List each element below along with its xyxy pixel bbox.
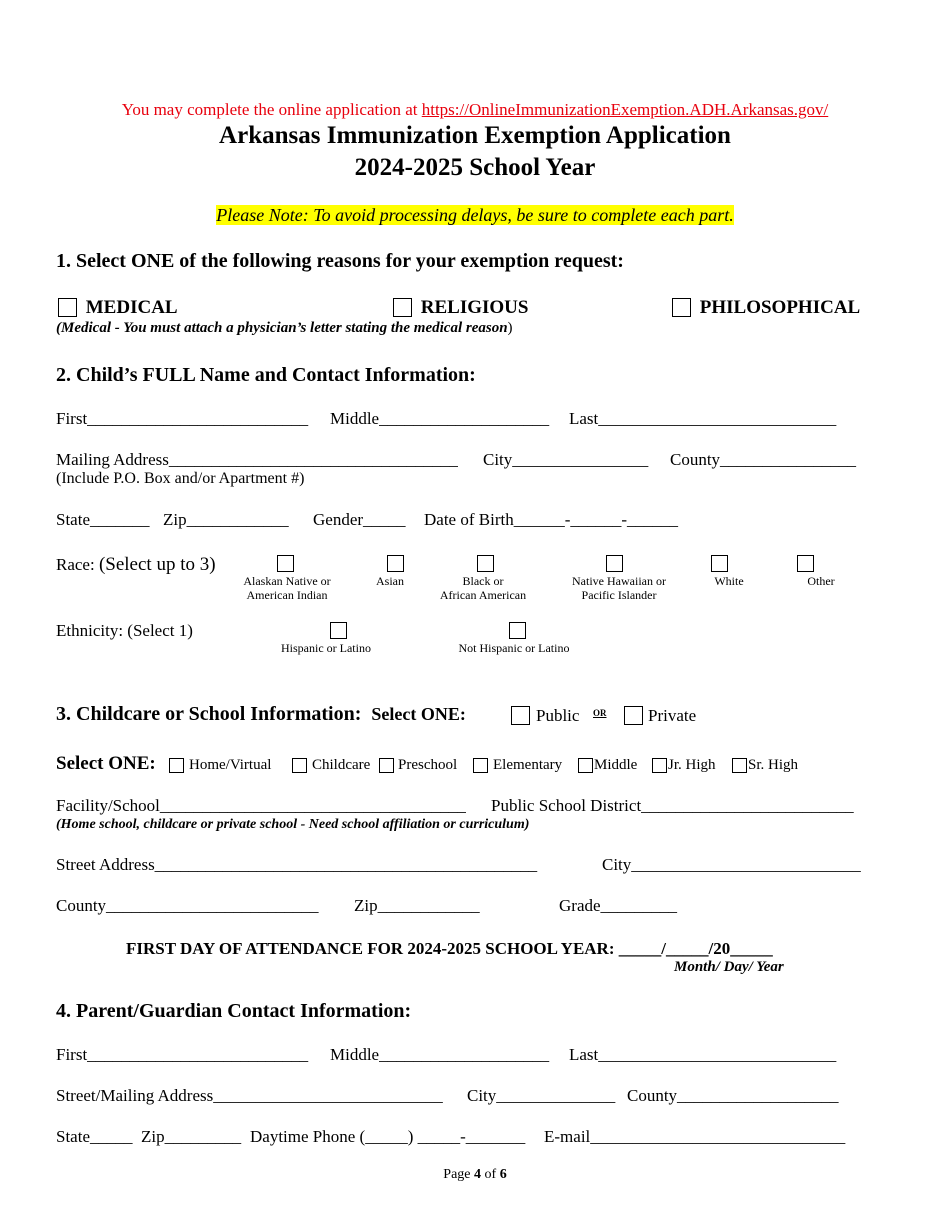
race-checkbox-alaskan[interactable]: [277, 555, 294, 572]
ethnicity-hispanic-label: Hispanic or Latino: [281, 641, 371, 655]
private-label: Private: [648, 706, 697, 725]
level-label-elementary: Elementary: [493, 757, 563, 773]
section1-heading: 1. Select ONE of the following reasons for your exemption request:: [56, 250, 624, 272]
child-dob-field[interactable]: Date of Birth______-______-______: [424, 510, 679, 529]
level-checkbox-childcare[interactable]: [292, 758, 307, 773]
level-checkbox-jr-high[interactable]: [652, 758, 667, 773]
ethnicity-checkbox-not-hispanic[interactable]: [509, 622, 526, 639]
school-grade-field[interactable]: Grade_________: [559, 896, 678, 915]
race-other-l1: Other: [807, 574, 835, 588]
mailing-note: (Include P.O. Box and/or Apartment #): [56, 470, 305, 487]
parent-street-field[interactable]: Street/Mailing Address___________________________: [56, 1086, 443, 1105]
page-number: [0, 1167, 950, 1183]
race-hawaiian-l2: Pacific Islander: [581, 588, 657, 602]
child-zip-field[interactable]: Zip____________: [163, 510, 289, 529]
race-asian-l1: Asian: [376, 574, 404, 588]
medical-option[interactable]: [58, 296, 178, 319]
medical-note: [56, 320, 513, 337]
page-total: 6: [499, 1167, 507, 1182]
parent-state-field[interactable]: State_____: [56, 1127, 133, 1146]
processing-note: Please Note: To avoid processing delays, be sure to complete each part.: [216, 205, 734, 225]
child-gender-field[interactable]: Gender_____: [313, 510, 406, 529]
medical-note-text: (Medical - You must attach a physician’s letter stating the medical reason: [56, 320, 508, 336]
race-black-l1: Black or: [462, 574, 504, 588]
public-checkbox[interactable]: [511, 706, 530, 725]
school-zip-field[interactable]: Zip____________: [354, 896, 480, 915]
race-label-white: [699, 574, 759, 588]
level-checkbox-middle[interactable]: [578, 758, 593, 773]
school-street-field[interactable]: Street Address_____________________________________________: [56, 855, 538, 874]
level-label-sr-high: Sr. High: [748, 757, 799, 773]
philosophical-label: PHILOSOPHICAL: [699, 296, 861, 318]
form-subtitle: 2024-2025 School Year: [354, 154, 596, 181]
page-current: 4: [474, 1167, 482, 1182]
medical-checkbox[interactable]: [58, 298, 77, 317]
note-line: [0, 205, 950, 226]
form-title: Arkansas Immunization Exemption Application: [219, 122, 731, 149]
child-city-field[interactable]: City________________: [483, 450, 649, 469]
section3-heading-line: [56, 703, 466, 726]
religious-option[interactable]: [393, 296, 528, 319]
ethnicity-not-hispanic-label: Not Hispanic or Latino: [458, 641, 570, 655]
race-checkbox-white[interactable]: [711, 555, 728, 572]
race-label-hawaiian: [559, 574, 679, 602]
race-checkbox-other[interactable]: [797, 555, 814, 572]
public-label: Public: [536, 706, 580, 725]
race-label-other: [791, 574, 851, 588]
facility-note: (Home school, childcare or private school - Need school affiliation or curriculum): [56, 817, 530, 832]
facility-field[interactable]: Facility/School____________________________________: [56, 796, 466, 815]
school-district-field[interactable]: Public School District_________________________: [491, 796, 854, 815]
child-middle-field[interactable]: Middle____________________: [330, 409, 550, 428]
section3-heading: 3. Childcare or School Information:: [56, 703, 362, 725]
section4-heading: 4. Parent/Guardian Contact Information:: [56, 1000, 412, 1022]
race-alaskan-l2: American Indian: [246, 588, 328, 602]
online-application-line: [0, 100, 950, 120]
ethnicity-checkbox-hispanic[interactable]: [330, 622, 347, 639]
level-label-preschool: Preschool: [398, 757, 458, 773]
race-checkbox-hawaiian[interactable]: [606, 555, 623, 572]
level-checkbox-home-virtual[interactable]: [169, 758, 184, 773]
race-alaskan-l1: Alaskan Native or: [243, 574, 331, 588]
parent-city-field[interactable]: City______________: [467, 1086, 616, 1105]
level-label-middle: Middle: [594, 757, 638, 773]
race-checkbox-asian[interactable]: [387, 555, 404, 572]
child-first-field[interactable]: First__________________________: [56, 409, 309, 428]
level-label-childcare: Childcare: [312, 757, 371, 773]
religious-label: RELIGIOUS: [420, 296, 529, 318]
parent-middle-field[interactable]: Middle____________________: [330, 1045, 550, 1064]
race-label: Race:: [56, 555, 95, 574]
online-url-link[interactable]: https://OnlineImmunizationExemption.ADH.Arkansas.gov/: [421, 100, 829, 119]
page-prefix: Page: [443, 1167, 475, 1182]
child-last-field[interactable]: Last____________________________: [569, 409, 837, 428]
private-checkbox[interactable]: [624, 706, 643, 725]
race-label-alaskan: [227, 574, 347, 602]
first-day-field[interactable]: FIRST DAY OF ATTENDANCE FOR 2024-2025 SCHOOL YEAR: _____/_____/20_____: [126, 939, 773, 958]
race-label-asian: [360, 574, 420, 588]
race-select-hint: (Select up to 3): [98, 554, 216, 575]
level-checkbox-preschool[interactable]: [379, 758, 394, 773]
medical-note-close: ): [507, 320, 513, 336]
level-label-jr-high: Jr. High: [668, 757, 716, 773]
philosophical-option[interactable]: [672, 296, 860, 319]
or-label: OR: [593, 708, 607, 718]
ethnicity-label: Ethnicity: (Select 1): [56, 621, 193, 640]
school-county-field[interactable]: County_________________________: [56, 896, 319, 915]
level-select-one: Select ONE:: [56, 753, 156, 774]
religious-checkbox[interactable]: [393, 298, 412, 317]
parent-zip-field[interactable]: Zip_________: [141, 1127, 242, 1146]
parent-email-field[interactable]: E-mail______________________________: [544, 1127, 846, 1146]
medical-label: MEDICAL: [85, 296, 178, 318]
race-white-l1: White: [714, 574, 744, 588]
online-prefix: You may complete the online application at: [121, 100, 422, 119]
parent-phone-field[interactable]: Daytime Phone (_____) _____-_______: [250, 1127, 526, 1146]
section3-select-one: Select ONE:: [371, 704, 466, 724]
race-checkbox-black[interactable]: [477, 555, 494, 572]
school-city-field[interactable]: City___________________________: [602, 855, 861, 874]
level-checkbox-elementary[interactable]: [473, 758, 488, 773]
child-mailing-field[interactable]: Mailing Address__________________________________: [56, 450, 458, 469]
page-of: of: [481, 1167, 500, 1182]
parent-county-field[interactable]: County___________________: [627, 1086, 839, 1105]
section2-heading: 2. Child’s FULL Name and Contact Information:: [56, 364, 476, 386]
parent-last-field[interactable]: Last____________________________: [569, 1045, 837, 1064]
first-day-hint: Month/ Day/ Year: [674, 959, 784, 975]
parent-first-field[interactable]: First__________________________: [56, 1045, 309, 1064]
race-label-line: [56, 554, 216, 576]
level-label-home-virtual: Home/Virtual: [189, 757, 272, 773]
child-state-field[interactable]: State_______: [56, 510, 150, 529]
race-label-black: [423, 574, 543, 602]
race-black-l2: African American: [439, 588, 527, 602]
race-hawaiian-l1: Native Hawaiian or: [572, 574, 666, 588]
level-checkbox-sr-high[interactable]: [732, 758, 747, 773]
child-county-field[interactable]: County________________: [670, 450, 857, 469]
philosophical-checkbox[interactable]: [672, 298, 691, 317]
